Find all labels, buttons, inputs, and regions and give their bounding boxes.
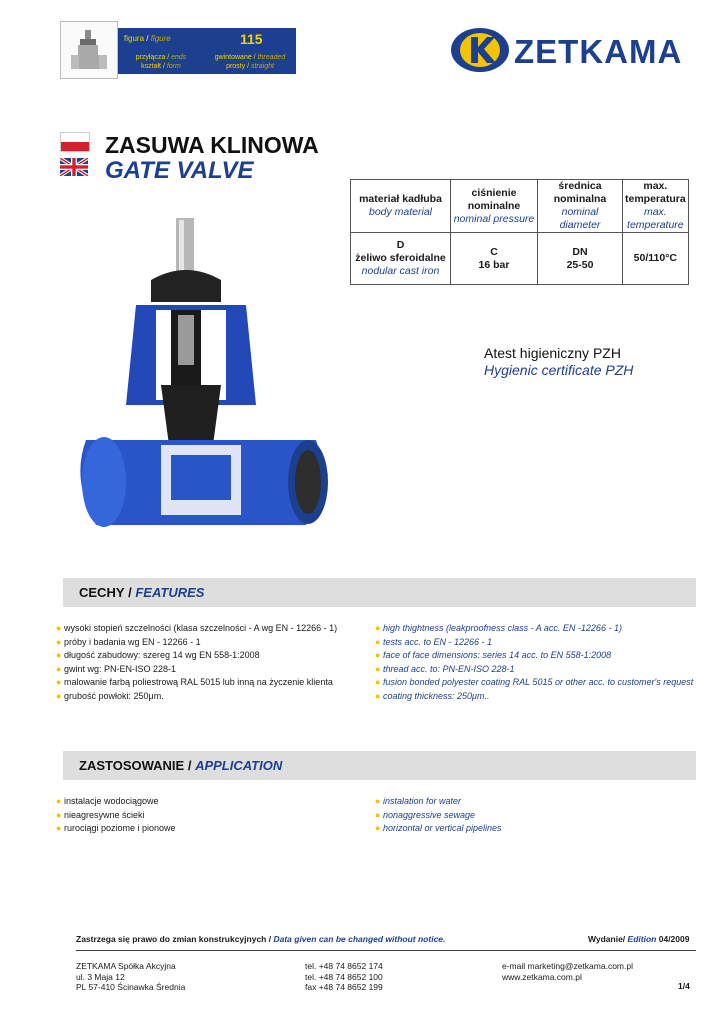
value-nominal-diameter	[538, 233, 623, 285]
pressure-class: C	[490, 245, 498, 258]
features-list-pl	[56, 622, 337, 703]
header-max-temperature	[623, 180, 689, 233]
list-item: ● horizontal or vertical pipelines	[375, 823, 502, 833]
edition-label-en: Edition	[627, 934, 657, 944]
specification-table	[350, 179, 689, 285]
form-label-en: form	[166, 63, 181, 70]
list-item: ● high thightness (leakproofness class - A acc. EN -12266 - 1)	[375, 623, 622, 633]
list-item: ● nieagresywne ścieki	[56, 809, 145, 820]
list-item: ● instalacje wodociągowe	[56, 796, 159, 806]
phone-2: tel. +48 74 8652 100	[305, 971, 383, 982]
ends-label-en: ends	[171, 54, 187, 61]
item-text: gwint wg: PN-EN-ISO 228-1	[64, 663, 177, 674]
list-item: ● tests acc. to EN - 12266 - 1	[375, 636, 493, 647]
header-pl: średnica nominalna	[553, 180, 607, 205]
figure-label	[124, 34, 171, 43]
application-heading-bar	[63, 751, 696, 780]
list-item: ● face of face dimensions: series 14 acc. to EN 558-1:2008	[375, 650, 612, 660]
figure-label-sep: /	[144, 34, 151, 43]
phone-1: tel. +48 74 8652 174	[305, 961, 383, 971]
material-pl: żeliwo sferoidalne	[355, 252, 446, 264]
list-item: ● gwint wg: PN-EN-ISO 228-1	[56, 663, 177, 674]
item-text: grubość powłoki: 250μm.	[64, 690, 164, 701]
item-text: horizontal or vertical pipelines	[383, 823, 502, 833]
features-heading: CECHY / FEATURES	[79, 585, 205, 600]
figure-number: 115	[240, 31, 263, 47]
header-en: nominal pressure	[453, 212, 535, 225]
value-max-temperature	[623, 233, 689, 285]
company-phones	[305, 961, 383, 993]
gate-valve-image	[66, 210, 356, 565]
figure-label-pl: figura	[124, 34, 145, 43]
list-item: ● instalation for water	[375, 796, 462, 806]
item-text: malowanie farbą poliestrową RAL 5015 lub inną na życzenie klienta	[64, 677, 333, 687]
company-street: ul. 3 Maja 12	[76, 971, 125, 982]
form-label-pl: kształt	[141, 63, 161, 70]
figure-label-en: figure	[150, 34, 171, 43]
header-pl: materiał kadłuba	[359, 193, 442, 205]
item-text: instalation for water	[383, 796, 462, 806]
features-heading-pl: CECHY	[79, 585, 125, 600]
company-web	[502, 961, 633, 982]
header-en: max. temperature	[627, 206, 684, 231]
header-pl: max. temperatura	[625, 180, 686, 205]
disclaimer-en: Data given can be changed without notice.	[273, 934, 446, 944]
spec-header-row	[351, 180, 689, 233]
spec-value-row	[351, 233, 689, 285]
application-heading: ZASTOSOWANIE / APPLICATION	[79, 758, 283, 773]
page-number: 1/4	[678, 981, 690, 991]
temperature: 50/110°C	[633, 252, 677, 264]
form-value-line: prosty / straight	[226, 63, 274, 70]
item-text: nieagresywne ścieki	[64, 809, 145, 820]
zetkama-logo	[450, 27, 710, 73]
edition-date: 04/2009	[658, 934, 690, 944]
ends-value-en: threaded	[257, 54, 286, 61]
item-text: coating thickness: 250μm..	[383, 690, 490, 701]
item-text: wysoki stopień szczelności (klasa szczelności - A wg EN - 12266 - 1)	[64, 623, 338, 633]
features-list-en	[375, 622, 693, 703]
item-text: nonaggressive sewage	[383, 809, 476, 820]
header-en: body material	[368, 206, 433, 218]
uk-flag-icon	[60, 158, 88, 176]
header-nominal-pressure	[451, 180, 538, 233]
edition-label-pl: Wydanie/	[588, 934, 626, 944]
website-link[interactable]: www.zetkama.com.pl	[502, 971, 582, 982]
list-item: ● coating thickness: 250μm..	[375, 690, 490, 701]
list-item: ● thread acc. to: PN-EN-ISO 228-1	[375, 663, 515, 674]
company-name: ZETKAMA Spółka Akcyjna	[76, 961, 176, 971]
item-text: fusion bonded polyester coating RAL 5015 or other acc. to customer's request	[383, 677, 694, 687]
header-en: nominal diameter	[559, 206, 601, 231]
ends-label-line: przyłącza / ends	[135, 54, 187, 61]
list-item: ● grubość powłoki: 250μm.	[56, 690, 164, 701]
company-address	[76, 961, 185, 993]
ends-value-pl: gwintowane	[214, 54, 252, 61]
page-title-pl: ZASUWA KLINOWA	[105, 132, 319, 158]
footer-disclaimer: Zastrzega się prawo do zmian konstrukcyjnych / Data given can be changed without notice.	[76, 934, 446, 944]
header-body-material	[351, 180, 451, 233]
disclaimer-pl: Zastrzega się prawo do zmian konstrukcyjnych	[76, 934, 267, 944]
application-list-en	[375, 795, 502, 836]
header-nominal-diameter	[538, 180, 623, 233]
list-item: ● wysoki stopień szczelności (klasa szczelności - A wg EN - 12266 - 1)	[56, 623, 338, 633]
item-text: face of face dimensions: series 14 acc. to EN 558-1:2008	[383, 650, 612, 660]
list-item: ● fusion bonded polyester coating RAL 5015 or other acc. to customer's request	[375, 677, 694, 687]
list-item: ● próby i badania wg EN - 12266 - 1	[56, 636, 201, 647]
form-label-line: kształt / form	[141, 63, 181, 70]
ends-form-values	[206, 53, 294, 71]
email-link[interactable]: e-mail marketing@zetkama.com.pl	[502, 961, 633, 971]
footer-divider	[76, 950, 696, 951]
ends-form-labels	[122, 53, 200, 71]
features-heading-en: FEATURES	[135, 585, 205, 600]
material-code: D	[396, 239, 405, 251]
item-text: próby i badania wg EN - 12266 - 1	[64, 636, 201, 647]
polish-flag-icon	[60, 132, 90, 152]
logo-k-icon	[450, 27, 510, 73]
ends-label-pl: przyłącza	[135, 54, 166, 61]
list-item: ● długość zabudowy: szereg 14 wg EN 558-1:2008	[56, 650, 260, 660]
brand-name: ZETKAMA	[514, 33, 683, 70]
list-item: ● rurociągi poziome i pionowe	[56, 823, 176, 833]
list-item: ● malowanie farbą poliestrową RAL 5015 lub inną na życzenie klienta	[56, 677, 333, 687]
certificate-en: Hygienic certificate PZH	[484, 362, 634, 378]
page-title-en: GATE VALVE	[105, 157, 254, 184]
value-nominal-pressure	[451, 233, 538, 285]
footer-edition	[588, 934, 689, 944]
certificate-pl: Atest higieniczny PZH	[484, 345, 621, 361]
company-city: PL 57-410 Ścinawka Średnia	[76, 982, 186, 992]
form-value-en: straight	[250, 63, 274, 70]
header-pl: ciśnienie nominalne	[467, 186, 521, 212]
value-body-material	[351, 233, 451, 285]
item-text: instalacje wodociągowe	[64, 796, 159, 806]
dn-label: DN	[572, 245, 588, 258]
product-thumbnail	[60, 21, 118, 79]
application-heading-pl: ZASTOSOWANIE	[79, 758, 185, 773]
dn-range: 25-50	[566, 258, 594, 271]
fax: fax +48 74 8652 199	[305, 982, 383, 992]
figure-info-box	[118, 28, 296, 74]
pressure: 16 bar	[478, 258, 510, 271]
item-text: tests acc. to EN - 12266 - 1	[383, 636, 493, 647]
item-text: rurociągi poziome i pionowe	[64, 823, 176, 833]
application-list-pl	[56, 795, 176, 836]
item-text: thread acc. to: PN-EN-ISO 228-1	[383, 663, 515, 674]
item-text: długość zabudowy: szereg 14 wg EN 558-1:2008	[64, 650, 260, 660]
list-item: ● nonaggressive sewage	[375, 809, 476, 820]
item-text: high thightness (leakproofness class - A acc. EN -12266 - 1)	[383, 623, 622, 633]
features-heading-bar	[63, 578, 696, 607]
ends-value-line: gwintowane / threaded	[214, 54, 286, 61]
material-en: nodular cast iron	[361, 265, 440, 277]
form-value-pl: prosty	[226, 63, 246, 70]
application-heading-en: APPLICATION	[195, 758, 283, 773]
